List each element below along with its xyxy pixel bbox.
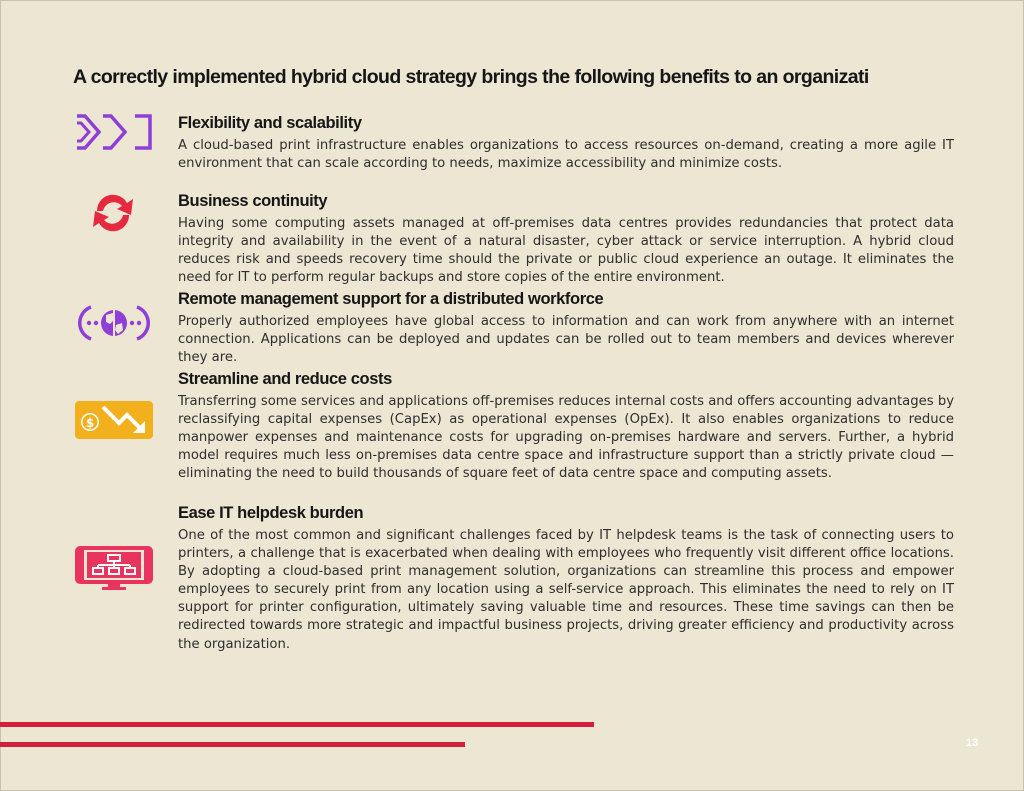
footer-bar-top [0,722,594,727]
benefit-title: Streamline and reduce costs [178,370,392,388]
cost-reduction-icon [75,401,153,439]
benefit-business-continuity [178,191,954,287]
benefit-body: Having some computing assets managed at off-premises data centres provides redundancies that protect data integrity and availability in the event of a natural disaster, cyber attack or service interruption. A hybrid cloud reduces risk and speeds recovery time should the private or public cloud experience an outage. It eliminates the need for IT to perform regular backups and store copies of the entire environment. [178,216,954,286]
benefit-reduce-costs [178,369,954,483]
footer-bar-bottom [0,742,465,747]
benefit-title: Remote management support for a distributed workforce [178,290,604,308]
benefit-helpdesk [178,503,954,654]
benefit-title: Business continuity [178,192,328,210]
dollar-symbol: $ [85,416,95,430]
page-headline: A correctly implemented hybrid cloud strategy brings the following benefits to an organizati [73,66,869,88]
benefit-flexibility [178,113,954,173]
page-number: 13 [966,737,979,749]
scaling-arrows-icon [75,113,153,151]
benefit-body: Transferring some services and applications off-premises reduces internal costs and offers accounting advantages by reclassifying capital expenses (CapEx) as operational expenses (OpEx). It also enables organizations to reduce manpower expenses and maintenance costs for upgrading on-premises hardware and servers. Further, a hybrid model requires much less on-premises data centre space and infrastructure support than a strictly private cloud — eliminating the need to build thousands of square feet of data centre space and computing assets. [178,394,954,482]
benefit-title: Flexibility and scalability [178,114,362,132]
benefit-body: Properly authorized employees have global access to information and can work from anywhere with an internet connection. Applications can be deployed and updates can be rolled out to team members and devices wherever they are. [178,314,954,366]
benefit-body: One of the most common and significant challenges faced by IT helpdesk teams is the task of connecting users to printers, a challenge that is exacerbated when dealing with employees who frequently visit different office locations. By adopting a cloud-based print management solution, organizations can streamline this process and empower employees to securely print from any location using a self-service approach. This eliminates the need to rely on IT support for printer configuration, ultimately saving valuable time and resources. These time savings can then be redirected towards more strategic and impactful business projects, driving greater efficiency and productivity across the organization. [178,528,954,652]
benefit-title: Ease IT helpdesk burden [178,504,364,522]
refresh-cycle-icon [89,191,137,235]
monitor-hierarchy-icon [75,546,153,590]
benefit-remote-management [178,289,954,367]
benefit-body: A cloud-based print infrastructure enables organizations to access resources on-demand, creating a more agile IT environment that can scale according to needs, maximize accessibility and minimize costs. [178,138,954,172]
globe-network-icon [75,303,153,343]
